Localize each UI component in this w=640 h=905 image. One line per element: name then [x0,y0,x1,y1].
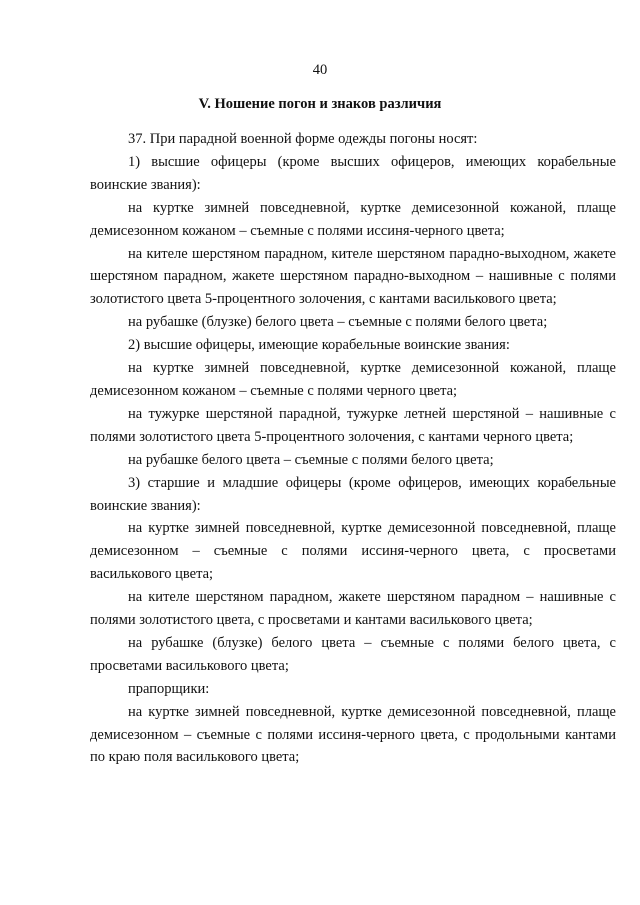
paragraph: на куртке зимней повседневной, куртке демисезонной повседневной, плаще демисезонном – съемные с полями иссиня-черного цвета, с просветами василькового цвета; [90,520,616,583]
paragraph: на тужурке шерстяной парадной, тужурке летней шерстяной – нашивные с полями золотистого цвета 5-процентного золочения, с кантами черного цвета; [90,405,616,445]
paragraph: прапорщики: [128,680,210,697]
paragraph: на куртке зимней повседневной, куртке демисезонной кожаной, плаще демисезонном кожаном – съемные с полями иссиня-черного цвета; [90,199,616,239]
paragraph: 2) высшие офицеры, имеющие корабельные воинские звания: [128,337,510,354]
paragraph: 3) старшие и младшие офицеры (кроме офицеров, имеющих корабельные воинские звания): [90,474,616,514]
section-title: V. Ношение погон и знаков различия [198,96,442,112]
paragraph: на кителе шерстяном парадном, жакете шерстяном парадном – нашивные с полями золотистого цвета, с просветами и кантами василькового цвета; [90,589,616,629]
paragraph: на куртке зимней повседневной, куртке демисезонной кожаной, плаще демисезонном кожаном – съемные с полями черного цвета; [90,360,616,399]
paragraph: на рубашке (блузке) белого цвета – съемные с полями белого цвета, с просветами василькового цвета; [90,634,616,674]
paragraph: 37. При парадной военной форме одежды погоны носят: [128,131,478,147]
paragraph: на куртке зимней повседневной, куртке демисезонной повседневной, плаще демисезонном – съемные с полями иссиня-черного цвета, с продольными кантами по краю поля василькового цвета; [90,703,616,766]
paragraph: на кителе шерстяном парадном, кителе шерстяном парадно-выходном, жакете шерстяном парадном, жакете шерстяном парадно-выходном – нашивные с полями золотистого цвета 5-процентного золочения, с кантами василькового цвета; [90,245,616,308]
document-body [90,128,616,769]
paragraph: 1) высшие офицеры (кроме высших офицеров, имеющих корабельные воинские звания): [90,153,616,193]
page-number: 40 [312,62,328,78]
paragraph: на рубашке (блузке) белого цвета – съемные с полями белого цвета; [128,314,548,331]
paragraph: на рубашке белого цвета – съемные с полями белого цвета; [128,451,494,468]
